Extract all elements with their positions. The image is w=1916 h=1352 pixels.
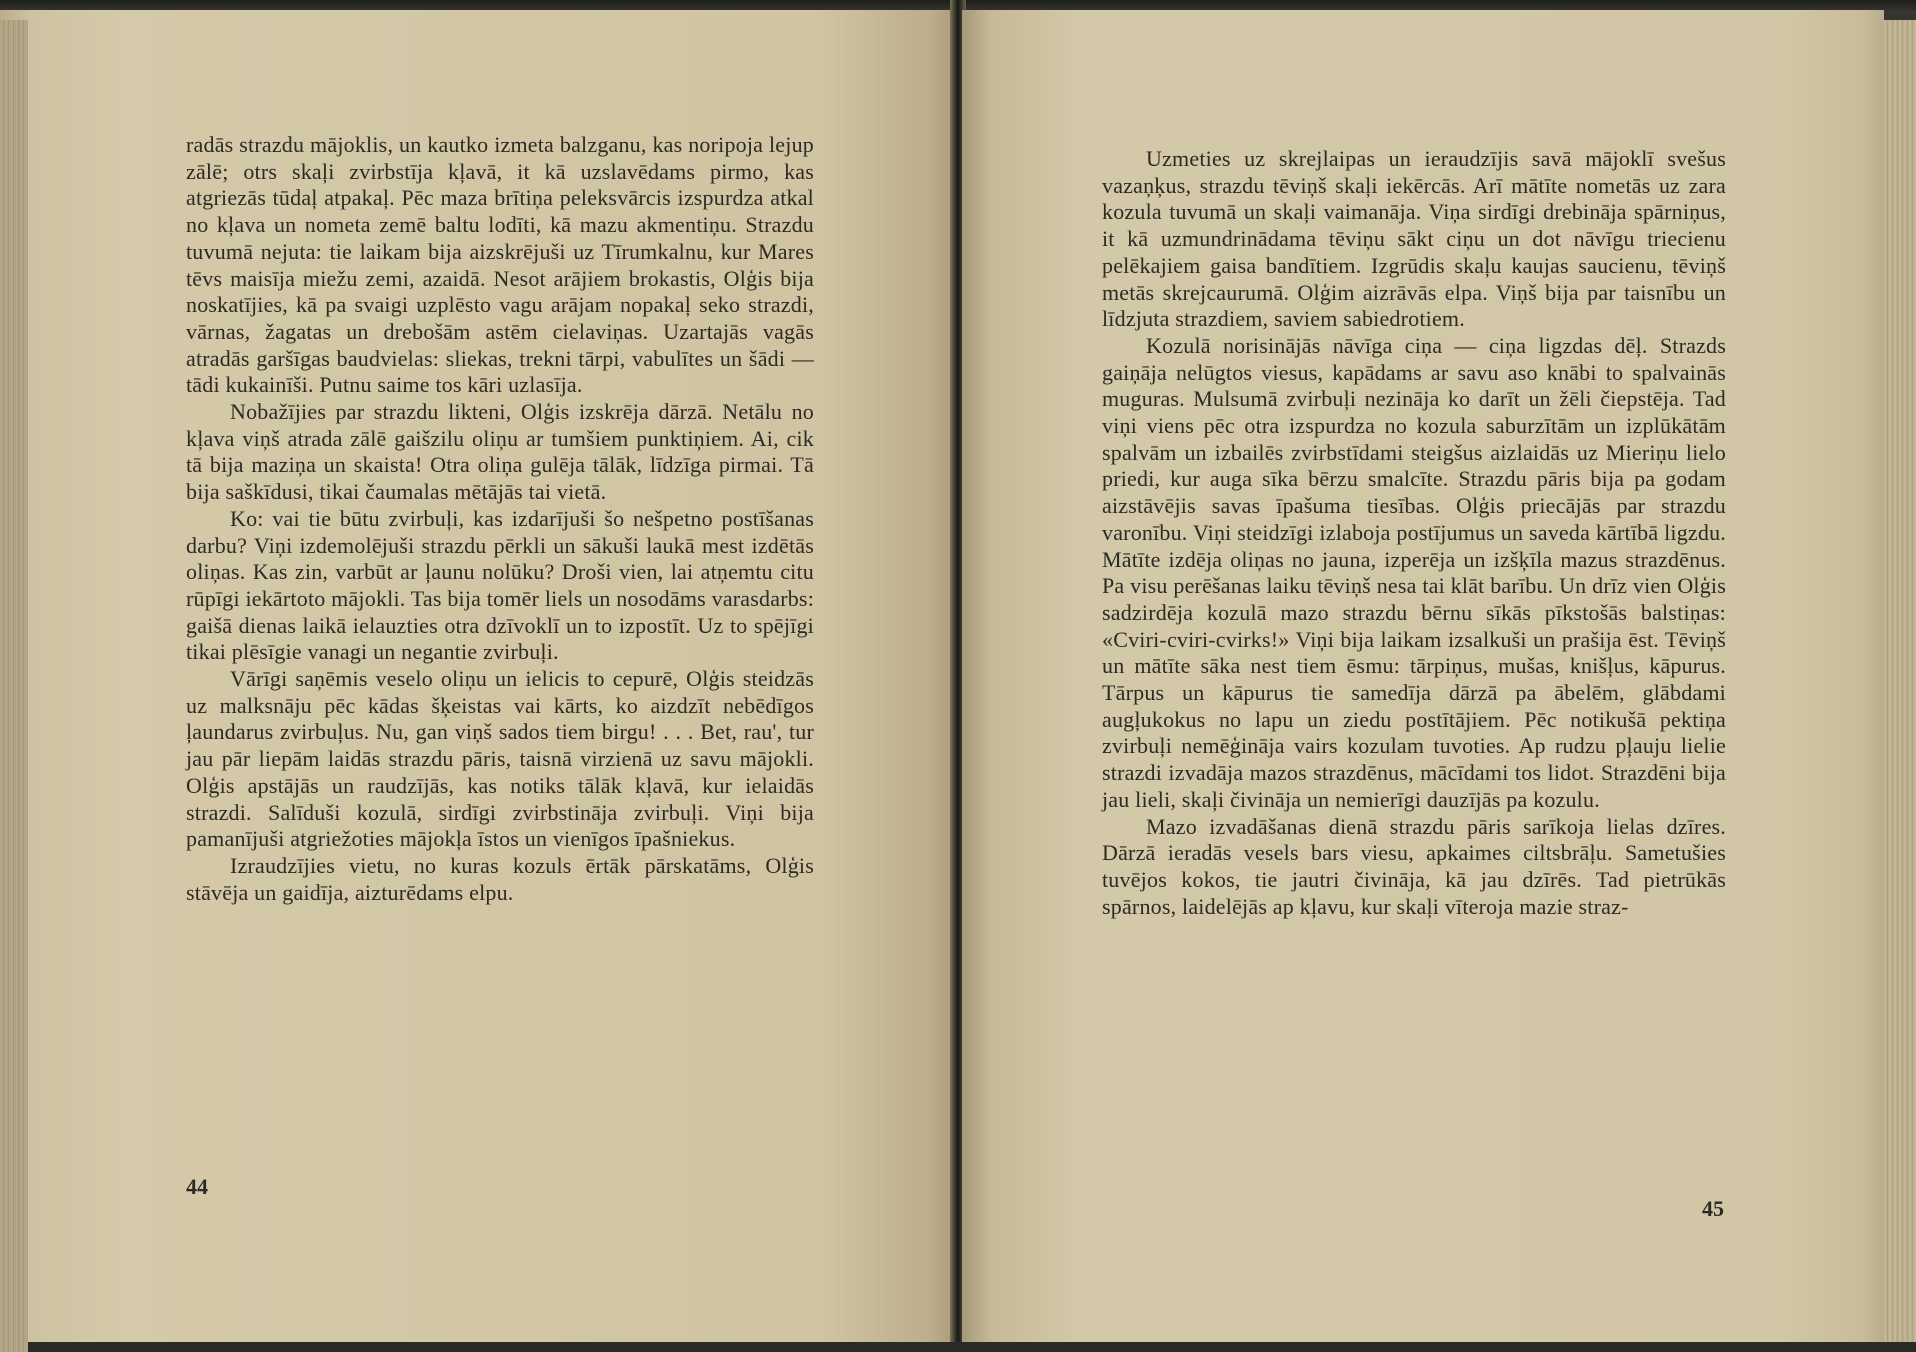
left-paragraph-2: Nobažījies par strazdu likteni, Olģis izskrēja dārzā. Netālu no kļava viņš atrada zālē gaišzilu oliņu ar tumšiem punktiņiem. Ai, cik tā bija maziņa un skaista! Otra oliņa gulēja tālāk, līdzīga pirmai. Tā bija saškīdusi, tikai čaumalas mētājās tai vietā. — [186, 399, 814, 505]
left-page-edge — [0, 20, 28, 1352]
left-paragraph-1: radās strazdu mājoklis, un kautko izmeta balzganu, kas noripoja lejup zālē; otrs skaļi zvirbstīja kļavā, it kā uzslavēdams pirmo, kas atgriezās tūdaļ atpakaļ. Pēc maza brītiņa peleksvārcis izspurdza atkal no kļava un nometa zemē baltu lodīti, kā mazu akmentiņu. Strazdu tuvumā nejuta: tie laikam bija aizskrējuši uz Tīrumkalnu, kur Mares tēvs maisīja miežu zemi, azaidā. Nesot arājiem brokastis, Olģis bija noskatījies, kā pa svaigi uzplēsto vagu arājam nopakaļ seko strazdi, vārnas, žagatas un drebošām astēm cielaviņas. Uzartajās vagās atradās garšīgas baudvielas: sliekas, trekni tārpi, vabulītes un šādi — tādi kukainīši. Putnu saime tos kāri uzlasīja. — [186, 132, 814, 398]
right-page-number: 45 — [1702, 1196, 1724, 1221]
left-paragraph-4: Vārīgi saņēmis veselo oliņu un ielicis to cepurē, Olģis steidzās uz malksnāju pēc kādas šķeistas vai kārts, ko aizdzīt nebēdīgos ļaundarus zvirbuļus. Nu, gan viņš sados tiem birgu! . . . Bet, rau', tur jau pār liepām laidās strazdu pāris, taisnā virzienā uz savu mājokli. Olģis apstājās un raudzījās, kas notiks tālāk kļavā, kur ielaidās strazdi. Salīduši kozulā, sirdīgi zvirbstināja zvirbuļi. Viņi bija pamanījuši atgriežoties mājokļa īstos un vienīgos īpašniekus. — [186, 666, 814, 852]
right-page — [962, 10, 1884, 1342]
right-paragraph-1: Uzmeties uz skrejlaipas un ieraudzījis savā mājoklī svešus vazaņķus, strazdu tēviņš skaļi iekērcās. Arī mātīte nometās uz zara kozula tuvumā un skaļi vaimanāja. Viņa sirdīgi drebināja spārniņus, it kā uzmundrinādama tēviņu sākt ciņu un dot nāvīgu triecienu pelēkajiem gaisa bandītiem. Izgrūdis skaļu kaujas saucienu, tēviņš metās skrejcaurumā. Olģim aizrāvās elpa. Viņš bija par taisnību un līdzjuta strazdiem, saviem sabiedrotiem. — [1102, 146, 1726, 332]
right-page-text — [1102, 146, 1726, 920]
left-paragraph-3: Ko: vai tie būtu zvirbuļi, kas izdarījuši šo nešpetno postīšanas darbu? Viņi izdemolējuši strazdu pērkli un sākuši laukā mest izdētās oliņas. Kas zin, varbūt ar ļaunu nolūku? Droši vien, lai atņemtu citu rūpīgi iekārtoto mājokli. Tas bija tomēr liels un nosodāms varasdarbs: gaišā dienas laikā ielauzties otra dzīvoklī un to izpostīt. Uz to spējīgi tikai plēsīgie vanagi un negantie zvirbuļi. — [186, 505, 814, 665]
left-paragraph-5: Izraudzījies vietu, no kuras kozuls ērtāk pārskatāms, Olģis stāvēja un gaidīja, aizturēdams elpu. — [186, 852, 814, 905]
left-page-number: 44 — [186, 1174, 208, 1199]
right-paragraph-2: Kozulā norisinājās nāvīga ciņa — ciņa ligzdas dēļ. Strazds gaiņāja nelūgtos viesus, kapādams ar savu aso knābi to spalvainās muguras. Mulsumā zvirbuļi nezināja ko darīt un žēli čiepstēja. Tad viņi viens pēc otra izspurdza no kozula saburzītām un izplūkātām spalvām un izbailēs zvirbstīdami steigšus aizlaidās uz Mieriņu lielo priedi, kur auga sīka bērzu smalcīte. Strazdu pāris bija pa godam aizstāvējis savas īpašuma tiesības. Olģis priecājās par strazdu varonību. Viņi steidzīgi izlaboja postījumus un saveda kārtībā ligzdu. Mātīte izdēja oliņas no jauna, izperēja un izšķīla mazus strazdēnus. Pa visu perēšanas laiku tēviņš nesa tai klāt barību. Un drīz vien Olģis sadzirdēja kozulā mazo strazdu bērnu sīkās pīkstošās balstiņas: «Cviri-cviri-cvirks!» Viņi bija laikam izsalkuši un prašija ēst. Tēviņš un mātīte sāka nest tiem ēsmu: tārpiņus, mušas, knišļus, kāpurus. Tārpus un kāpurus tie samedīja dārzā pa ābelēm, glābdami augļukokus no lapu un ziedu postītājiem. Pēc notikušā pektiņa zvirbuļi nemēģināja vairs kozulam tuvoties. Ap rudzu pļauju lielie strazdi izvadāja mazos strazdēnus, mācīdami tos lidot. Strazdēni bija jau lieli, skaļi čivināja un nemierīgi dauzījās pa kozulu. — [1102, 332, 1726, 812]
left-page — [0, 10, 958, 1342]
left-page-text — [186, 132, 814, 906]
right-page-edge — [1884, 20, 1916, 1342]
right-paragraph-3: Mazo izvadāšanas dienā strazdu pāris sarīkoja lielas dzīres. Dārzā ieradās vesels bars viesu, apkaimes ciltsbrāļu. Sametušies tuvējos kokos, tie jautri čivināja, kā jau dzīrēs. Tad pietrūkās spārnos, laidelējās ap kļavu, kur skaļi vīteroja mazie straz- — [1102, 813, 1726, 919]
